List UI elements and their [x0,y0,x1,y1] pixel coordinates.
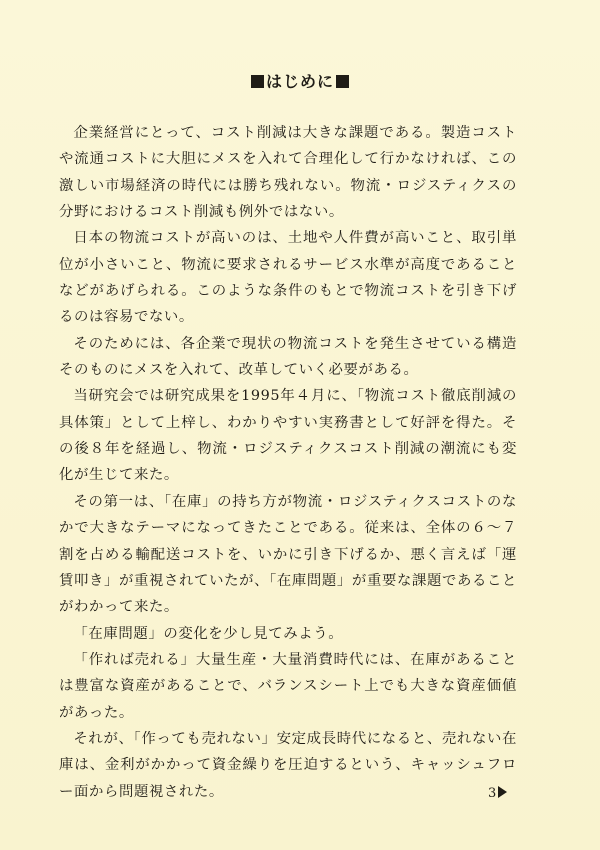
paragraph: 日本の物流コストが高いのは、土地や人件費が高いこと、取引単位が小さいこと、物流に要求されるサービス水準が高度であることなどがあげられる。このような条件のもとで物流コストを引き下げるのは容易でない。 [59,230,517,326]
body-text [59,120,517,805]
square-bullet-icon [251,75,264,88]
paragraph: 「在庫問題」の変化を少し見てみよう。 [73,625,344,642]
paragraph: 企業経営にとって、コスト削減は大きな課題である。製造コストや流通コストに大胆にメスを入れて合理化して行かなければ、この激しい市場経済の時代には勝ち残れない。物流・ロジスティクスの分野におけるコスト削減も例外ではない。 [59,125,517,221]
paragraph: それが、「作っても売れない」安定成長時代になると、売れない在庫は、金利がかかって資金繰りを圧迫するという、キャッシュフロー面から問題視された。 [59,730,517,800]
section-heading [0,72,600,92]
paragraph: 当研究会では研究成果を1995年４月に、「物流コスト徹底削減の具体策」として上梓し、わかりやすい実務書として好評を得た。その後８年を経過し、物流・ロジスティクスコスト削減の潮流にも変化が生じて来た。 [59,388,517,484]
page-number-text: 3 [488,786,497,801]
paragraph: その第一は、「在庫」の持ち方が物流・ロジスティクスコストのなかで大きなテーマになってきたことである。従来は、全体の６～７割を占める輸配送コストを、いかに引き下げるか、悪く言えば「運賃叩き」が重視されていたが、「在庫問題」が重要な課題であることがわかって来た。 [59,493,517,616]
paragraph: そのためには、各企業で現状の物流コストを発生させている構造そのものにメスを入れて、改革していく必要がある。 [59,335,517,379]
triangle-right-icon [498,786,507,798]
square-bullet-icon [336,75,349,88]
page-number [488,786,507,802]
paragraph: 「作れば売れる」大量生産・大量消費時代には、在庫があることは豊富な資産があることで、バランスシート上でも大きな資産価値があった。 [59,651,517,721]
heading-text: はじめに [265,72,334,91]
